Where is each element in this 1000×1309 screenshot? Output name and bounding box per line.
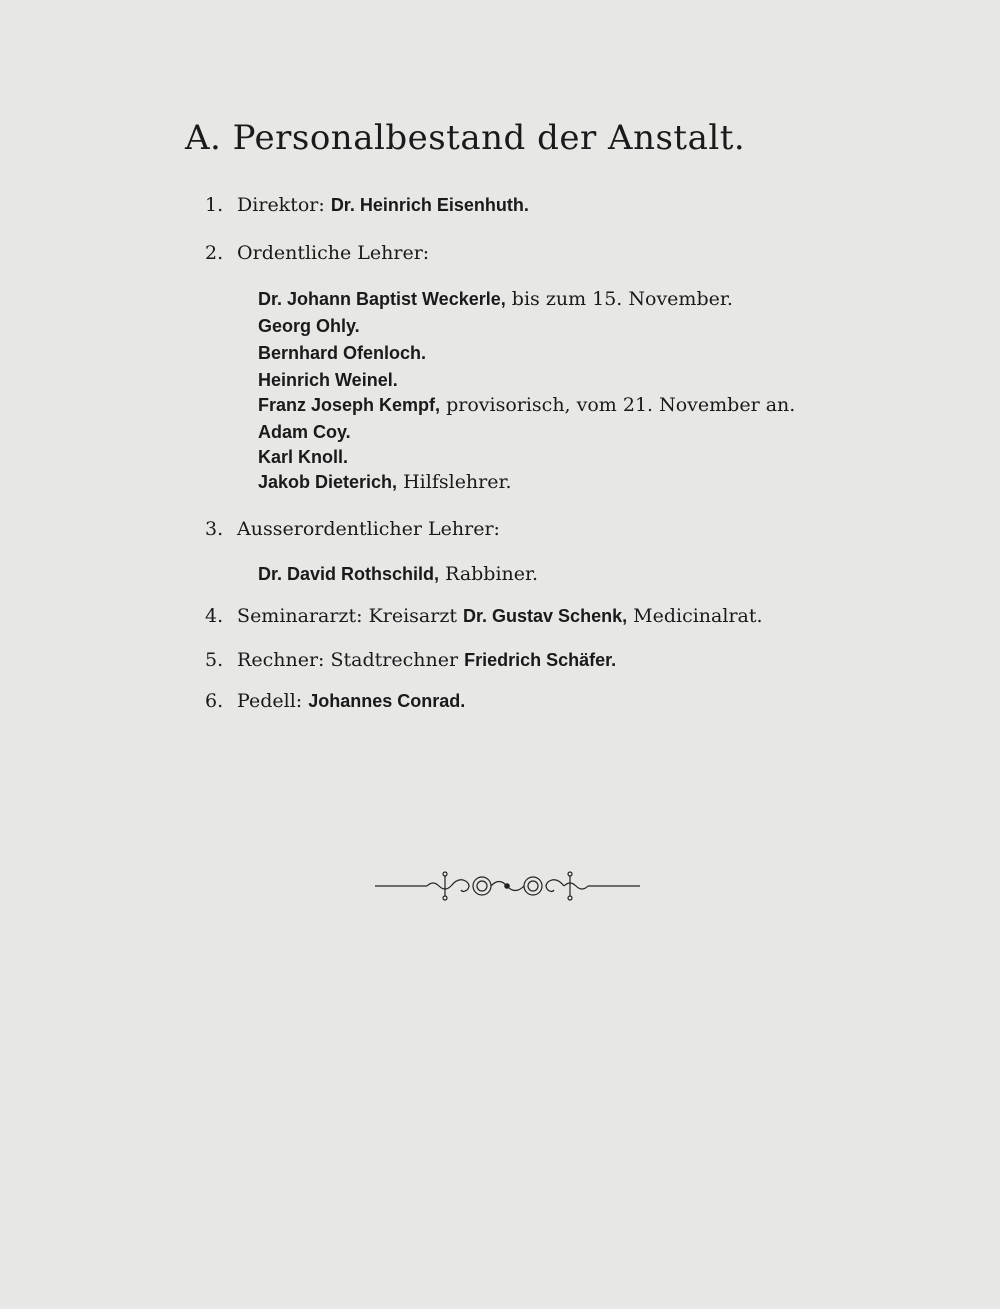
teacher-entry <box>258 315 360 337</box>
rechner-line <box>205 649 616 671</box>
section-label: Pedell: <box>237 690 303 712</box>
section-number: 2. <box>205 242 224 264</box>
decorative-ornament-icon <box>375 868 640 904</box>
section-label: Rechner: <box>237 649 325 671</box>
teacher-note: Rabbiner. <box>445 563 539 585</box>
teacher-entry <box>258 446 348 468</box>
teacher-entry <box>258 342 426 364</box>
seminararzt-line <box>205 605 763 627</box>
teacher-entry <box>258 288 733 310</box>
teacher-name: Karl Knoll. <box>258 447 349 467</box>
teacher-entry <box>258 421 351 443</box>
director-name: Dr. Heinrich Eisenhuth. <box>330 195 529 215</box>
section-number: 3. <box>205 518 224 540</box>
section-label: Direktor: <box>237 194 325 216</box>
section-number: 1. <box>205 194 224 216</box>
teacher-name: Franz Joseph Kempf, <box>258 395 441 415</box>
section-number: 4. <box>205 605 224 627</box>
section-label: Seminararzt: <box>237 605 363 627</box>
direktor-line <box>205 194 529 216</box>
teacher-note: Hilfslehrer. <box>403 471 512 493</box>
teacher-note: bis zum 15. November. <box>511 288 733 310</box>
teacher-name: Adam Coy. <box>258 422 351 442</box>
teacher-entry <box>258 394 795 416</box>
teacher-name: Dr. Johann Baptist Weckerle, <box>258 289 506 309</box>
pedell-line <box>205 690 465 712</box>
section-label: Ausserordentlicher Lehrer: <box>237 518 500 540</box>
janitor-name: Johannes Conrad. <box>308 691 466 711</box>
teacher-name: Jakob Dieterich, <box>258 472 398 492</box>
section-number: 5. <box>205 649 224 671</box>
title-prefix: Stadtrechner <box>330 649 459 671</box>
ordentliche-lehrer-heading <box>205 242 429 264</box>
teacher-note: provisorisch, vom 21. November an. <box>446 394 796 416</box>
physician-note: Medicinalrat. <box>633 605 763 627</box>
teacher-entry <box>258 563 538 585</box>
teacher-name: Georg Ohly. <box>258 316 360 336</box>
teacher-entry <box>258 369 398 391</box>
title-prefix: Kreisarzt <box>368 605 457 627</box>
teacher-entry <box>258 471 512 493</box>
teacher-name: Dr. David Rothschild, <box>258 564 440 584</box>
teacher-name: Bernhard Ofenloch. <box>258 343 427 363</box>
teacher-name: Heinrich Weinel. <box>258 370 398 390</box>
physician-name: Dr. Gustav Schenk, <box>463 606 628 626</box>
page-title: A. Personalbestand der Anstalt. <box>185 118 746 158</box>
ausserordentlicher-lehrer-heading <box>205 518 500 540</box>
accountant-name: Friedrich Schäfer. <box>464 650 617 670</box>
section-number: 6. <box>205 690 224 712</box>
bleed-through-heading <box>560 70 570 105</box>
section-label: Ordentliche Lehrer: <box>237 242 430 264</box>
